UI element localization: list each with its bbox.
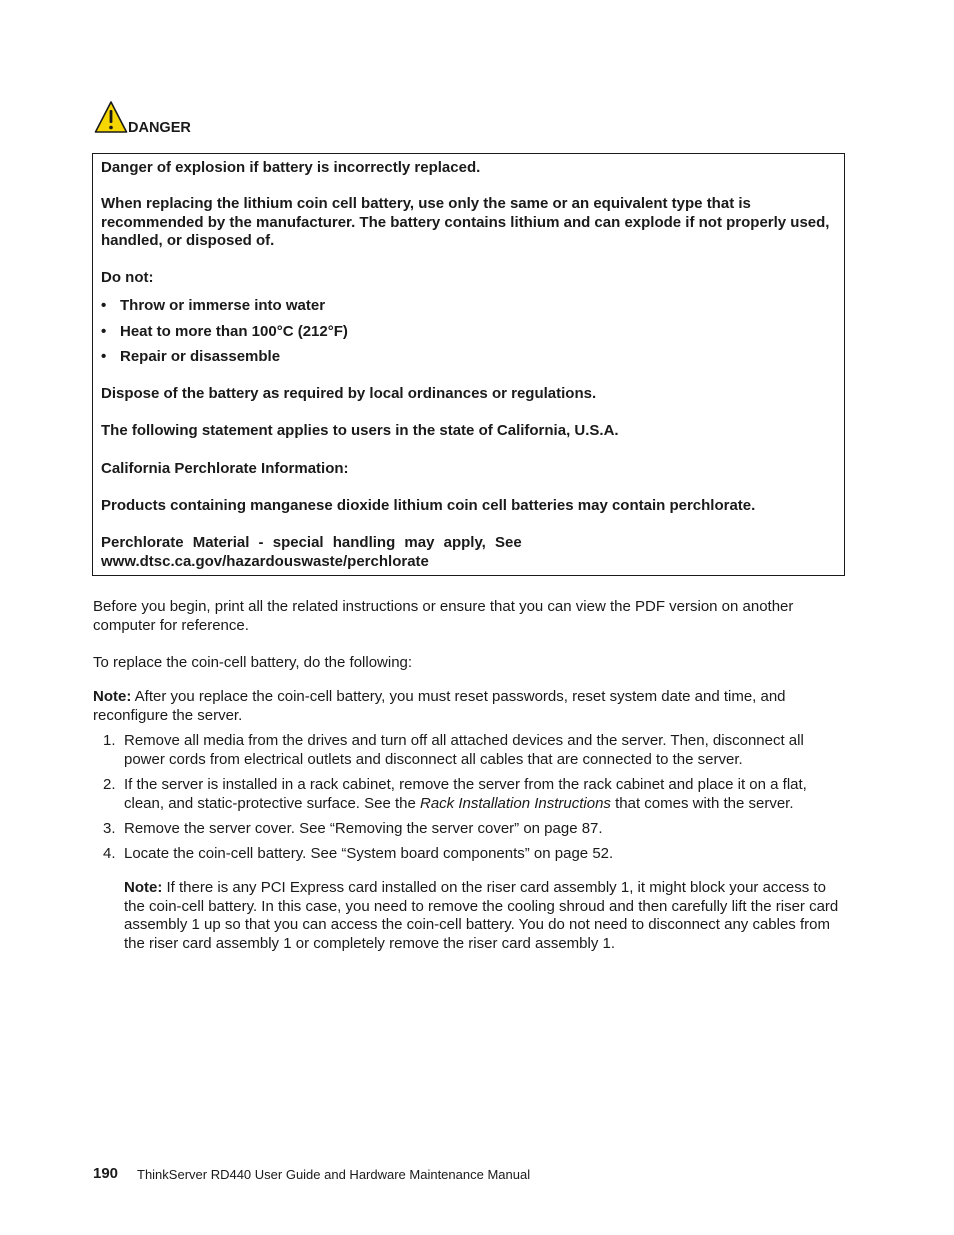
step-text: Locate the coin-cell battery. See “System board components” on page 52. <box>124 845 614 862</box>
step-number: 1. <box>103 732 116 749</box>
list-item: • Throw or immerse into water <box>101 297 326 314</box>
perchlorate-info-heading: California Perchlorate Information: <box>101 460 349 477</box>
note-label: Note: <box>93 688 132 705</box>
intro-text: To replace the coin-cell battery, do the following: <box>93 654 413 671</box>
note-label: Note: <box>124 879 163 896</box>
danger-label: DANGER <box>128 120 191 136</box>
perchlorate-material-text: Perchlorate Material - special handling may apply, See <box>101 534 522 551</box>
step-number: 2. <box>103 776 116 793</box>
danger-replacement-text: When replacing the lithium coin cell battery, use only the same or an equivalent type that is recommended by the manufacturer. The battery contains lithium and can explode if not properly used, handled, or disposed of. <box>101 195 830 250</box>
before-you-begin-text: Before you begin, print all the related instructions or ensure that you can view the PDF version on another computer for reference. <box>93 598 794 634</box>
step-note-paragraph <box>124 879 846 954</box>
step-text: Remove the server cover. See “Removing the server cover” on page 87. <box>124 820 603 837</box>
perchlorate-url-text: www.dtsc.ca.gov/hazardouswaste/perchlorate <box>101 553 429 570</box>
page-number: 190 <box>93 1165 119 1182</box>
footer-title: ThinkServer RD440 User Guide and Hardware Maintenance Manual <box>137 1167 531 1182</box>
california-statement-text: The following statement applies to users in the state of California, U.S.A. <box>101 422 619 439</box>
note-paragraph <box>93 688 845 725</box>
step-number: 3. <box>103 820 116 837</box>
danger-notice-box <box>92 153 845 576</box>
rack-instructions-title: Rack Installation Instructions <box>420 794 611 812</box>
step-text: Remove all media from the drives and turn off all attached devices and the server. Then, disconnect all power cords from electrical outlets and disconnect all cables that are connected to the server. <box>124 732 804 768</box>
dispose-text: Dispose of the battery as required by local ordinances or regulations. <box>101 385 597 402</box>
note-text: After you replace the coin-cell battery, you must reset passwords, reset system date and time, and reconfigure the server. <box>93 688 786 724</box>
perchlorate-products-text: Products containing manganese dioxide lithium coin cell batteries may contain perchlorate. <box>101 497 756 514</box>
step-text: If the server is installed in a rack cabinet, remove the server from the rack cabinet and place it on a flat, clean, and static-protective surface. See the Rack Installation Instructions that comes with the server. <box>124 776 807 812</box>
list-item: • Heat to more than 100°C (212°F) <box>101 323 348 340</box>
warning-triangle-icon <box>94 100 128 134</box>
list-item: • Repair or disassemble <box>101 348 281 365</box>
do-not-label: Do not: <box>101 269 154 286</box>
step-number: 4. <box>103 845 116 862</box>
danger-explosion-text: Danger of explosion if battery is incorrectly replaced. <box>101 159 481 176</box>
step-note-text: If there is any PCI Express card installed on the riser card assembly 1, it might block your access to the coin-cell battery. In this case, you need to remove the cooling shroud and then carefully lift the riser card assembly 1 up so that you can access the coin-cell battery. You do not need to disconnect any cables from the riser card assembly 1 or completely remove the riser card assembly 1. <box>124 879 839 953</box>
